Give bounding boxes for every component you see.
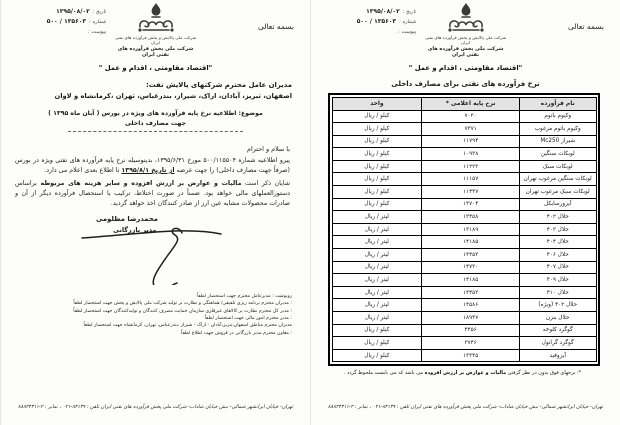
- rate-cell: ۱۴۱۸۵: [422, 274, 520, 287]
- rate-cell: ۴۴۵۶: [422, 324, 520, 337]
- cc-item: : مدیر محترم امور مالی جهت استحضار لطفاً: [204, 316, 292, 322]
- unit-cell: لیتر / ریال: [332, 261, 422, 274]
- rate-cell: ۱۸۹۴۷: [422, 312, 520, 325]
- cc-list: [13, 293, 292, 337]
- unit-cell: کیلو / ریال: [332, 110, 422, 123]
- bismillah-text: بسمه تعالی: [567, 22, 604, 31]
- product-name-cell: لوبکات سنگین مرغوب تهران: [519, 173, 596, 186]
- body1-bold-date: از تاریخ ۱۳۹۵/۸/۱: [121, 166, 175, 174]
- meta-date-row: [11, 7, 106, 17]
- product-name-cell: لوبکات سبک: [519, 160, 596, 173]
- product-name-cell: گوگرد کلوخه: [519, 324, 596, 337]
- signature-icon: [79, 217, 224, 285]
- number-label: شماره :: [89, 19, 106, 25]
- letter-meta: [321, 7, 416, 37]
- product-name-cell: لوبکات سنگین: [519, 148, 596, 161]
- rate-cell: ۷۰۲۰: [422, 110, 520, 123]
- unit-cell: کیلو / ریال: [332, 135, 422, 148]
- product-name-cell: حلال ۴۰۳: [519, 223, 596, 236]
- body2-post: براساس دستورالعملهای مالی خواهد بود. ضمناً در صورت اختلاط، ترکیب یا استحصال فرآورده دیگر از آن و صادرات محصولات مشابه عین ارز از صادر کنندگان اخذ خواهد گردید.: [15, 180, 290, 208]
- table-row: [332, 135, 596, 148]
- product-name-cell: گوگرد گرانول: [519, 337, 596, 350]
- table-row: [332, 123, 596, 136]
- product-name-cell: حلال ۴۰۲ (ویژه): [519, 299, 596, 312]
- product-name-cell: حلال ۴۰۷: [519, 261, 596, 274]
- unit-cell: لیتر / ریال: [332, 274, 422, 287]
- logo-caption-line1: شرکت ملی پالایش و پخش فرآورده های نفتی ایران: [424, 36, 507, 46]
- date-label: تاریخ :: [92, 9, 106, 15]
- unit-cell: لیتر / ریال: [332, 223, 422, 236]
- body2-pre: شایان ذکر است: [241, 180, 291, 188]
- signature-block: [1, 213, 310, 285]
- footnote-post: می باشد که می بایست ملحوظ گردد .: [343, 369, 425, 376]
- unit-cell: کیلو / ریال: [332, 148, 422, 161]
- date-value: ۱۳۹۵/۰۸/۰۲: [366, 8, 400, 15]
- attachment-page: [310, 0, 620, 425]
- footnote-bold: مالیات و عوارض بر ارزش افزوده: [424, 369, 507, 376]
- subject-line: موضوع: اطلاعیه نرخ پایه فرآورده های ویژه در بورس ( آبان ماه ۱۳۹۵ ): [48, 110, 263, 117]
- unit-cell: کیلو / ریال: [332, 198, 422, 211]
- unit-cell: لیتر / ریال: [332, 299, 422, 312]
- rate-cell: ۳۷۴۶: [422, 337, 520, 350]
- nioc-logo: [112, 3, 200, 58]
- table-row: [332, 236, 596, 249]
- table-row: [332, 173, 596, 186]
- table-header-row: [332, 97, 596, 110]
- subject-block: [1, 110, 310, 132]
- signer-name: محمدرضا مظلومی: [96, 215, 158, 224]
- table-row: [332, 286, 596, 299]
- table-row: [332, 160, 596, 173]
- rate-cell: ۱۱۷۹۴: [422, 135, 520, 148]
- table-row: [332, 186, 596, 199]
- table-row: [332, 337, 596, 350]
- body1-post: تا اطلاع بعدی اعلام می دارد.: [44, 166, 122, 174]
- table-row: [332, 198, 596, 211]
- table-row: [332, 324, 596, 337]
- rate-cell: ۱۱۲۲۳: [422, 160, 520, 173]
- cc-item: رونوشت : مدیرعامل محترم جهت استحضار لطفاً: [196, 294, 292, 300]
- meta-number-row: [11, 17, 106, 27]
- meta-date-row: [321, 7, 416, 17]
- slogan-text: "اقتصاد مقاومتی ، اقدام و عمل ": [408, 64, 523, 72]
- footnote-pre: *: نرخهای فوق بدون در نظر گرفتن: [506, 369, 582, 376]
- table-row: [332, 249, 596, 262]
- unit-cell: کیلو / ریال: [332, 349, 422, 362]
- cc-item: : مدیران محترم برنامه ریزی تلفیقی/ هماهنگی و نظارت بر تولید شرکت ملی پالایش و پخش جهت استحضار لطفاً: [73, 301, 292, 307]
- attachment-label: پیوست :: [88, 29, 106, 35]
- salutation-text: با سلام و احترام: [247, 144, 290, 153]
- subject-separator: [68, 131, 243, 132]
- table-row: [332, 312, 596, 325]
- attachment-label: پیوست :: [398, 29, 416, 35]
- col-header-rate: نرخ پایه اعلامی *: [422, 97, 520, 110]
- unit-cell: لیتر / ریال: [332, 211, 422, 224]
- slogan-text: "اقتصاد مقاومتی ، اقدام و عمل ": [98, 64, 213, 72]
- body1-pre: پیرو اطلاعیه شماره ۵۰۰/۱۱۵۵۰۴ مورخ ۱۳۹۵/۶/۳۱، بدینوسیله نرخ پایه فرآورده های نفتی ویژه در بورس (صرفاً جهت مصارف داخلی) را جهت عرضه: [15, 157, 290, 174]
- product-name-cell: وکیوم باتوم: [519, 110, 596, 123]
- letterhead: [1, 0, 310, 58]
- nioc-emblem-icon: [443, 3, 489, 36]
- rate-cell: ۱۴۴۵۳: [422, 286, 520, 299]
- meta-attachment-row: [321, 27, 416, 37]
- rate-cell: ۱۰۹۳۸: [422, 148, 520, 161]
- body-paragraph-1: [15, 156, 290, 176]
- col-header-product: نام فرآورده: [519, 97, 596, 110]
- rate-cell: ۱۳۴۵۸: [422, 211, 520, 224]
- product-name-cell: حلال ۴۱۰: [519, 286, 596, 299]
- meta-attachment-row: [11, 27, 106, 37]
- table-row: [332, 274, 596, 287]
- number-label: شماره :: [399, 19, 416, 25]
- letter-meta: [11, 7, 106, 37]
- table-row: [332, 349, 596, 362]
- cc-item: : معاون محترم مدیر بازرگانی در فروش جهت اطلاع لطفاً: [181, 330, 292, 336]
- product-name-cell: شیراز Mc250: [519, 135, 596, 148]
- product-name-cell: حلال ۴۰۶: [519, 249, 596, 262]
- product-name-cell: حلال ۴۰۲: [519, 211, 596, 224]
- table-row: [332, 223, 596, 236]
- table-row: [332, 148, 596, 161]
- rate-cell: ۱۴۵۸۶: [422, 299, 520, 312]
- price-table: [328, 93, 600, 366]
- unit-cell: لیتر / ریال: [332, 236, 422, 249]
- unit-cell: کیلو / ریال: [332, 324, 422, 337]
- rate-cell: ۷۳۷۱: [422, 123, 520, 136]
- meta-number-row: [321, 17, 416, 27]
- rate-cell: ۱۴۷۳۰: [422, 261, 520, 274]
- product-name-cell: حلال بنزن: [519, 312, 596, 325]
- product-name-cell: حلال ۴۰۴: [519, 236, 596, 249]
- product-name-cell: آیزوفید: [519, 349, 596, 362]
- table-row: [332, 211, 596, 224]
- body-paragraph-2: [15, 179, 290, 209]
- product-name-cell: وکیوم باتوم مرغوب: [519, 123, 596, 136]
- rate-cell: ۱۴۴۵۳: [422, 249, 520, 262]
- price-table-body: [332, 110, 596, 362]
- bismillah-text: بسمه تعالی: [257, 22, 294, 31]
- table-footnote: [327, 370, 598, 376]
- product-name-cell: آیزورسایکل: [519, 198, 596, 211]
- logo-caption-line1: شرکت ملی پالایش و پخش فرآورده های نفتی ایران: [114, 36, 197, 46]
- subject-subline: جهت مصارف داخلی: [125, 119, 186, 127]
- nioc-logo: [422, 3, 510, 58]
- rate-cell: ۱۳۳۴۵: [422, 349, 520, 362]
- number-value: ۱۳۵۶۰۳ / ۵۰۰: [46, 18, 87, 25]
- logo-caption-line2: شرکت ملی پخش فرآورده های نفتی ایران: [117, 46, 194, 58]
- body2-bold: مالیات و عوارض بر ارزش افزوده و سایر هزینه های مربوطه: [36, 180, 242, 188]
- rate-cell: ۱۱۱۵۷: [422, 173, 520, 186]
- cc-item: مدیران محترم مناطق اصفهان،تبریز،آبادان - اراک - شیراز ،بندرعباس، تهران، کرمانشاه جهت استحضار لطفاً: [83, 323, 292, 329]
- col-header-unit: واحد: [332, 97, 422, 110]
- rate-cell: ۱۴۷۰۴: [422, 198, 520, 211]
- unit-cell: لیتر / ریال: [332, 249, 422, 262]
- signer-title: مدیر بازرگانی: [113, 226, 157, 235]
- recipients-list: اصفهان، تبریز، آبادان، اراک، شیراز، بندرعباس، تهران ،کرمانشاه و لاوان: [54, 92, 292, 100]
- logo-caption-line2: شرکت ملی پخش فرآورده های نفتی ایران: [427, 46, 504, 58]
- cc-item: : مدیر کل محترم نظارت بر کالاهای غیرفلزی سازمان حمایت مصرف کنندگان و تولیدکنندگان جهت استحضار لطفاً: [73, 308, 292, 314]
- unit-cell: کیلو / ریال: [332, 123, 422, 136]
- number-value: ۱۳۵۶۰۳ / ۵۰۰: [356, 18, 397, 25]
- footer-address: تهران- خیابان ایرانشهر شمالی- نبش خیابان شاداب- شرکت ملی پخش فرآورده های نفتی ایران تلفن : ۸۴۱۳۹-۰۲۱ ، نمابر : ۲-۸۸۸۲۴۳۱۱: [327, 404, 604, 410]
- rate-cell: ۱۴۱۸۵: [422, 236, 520, 249]
- letterhead: [311, 0, 620, 58]
- unit-cell: کیلو / ریال: [332, 173, 422, 186]
- date-label: تاریخ :: [402, 9, 416, 15]
- date-value: ۱۳۹۵/۰۸/۰۲: [56, 8, 90, 15]
- table-row: [332, 299, 596, 312]
- product-name-cell: لوبکات سبک مرغوب تهران: [519, 186, 596, 199]
- unit-cell: کیلو / ریال: [332, 337, 422, 350]
- unit-cell: لیتر / ریال: [332, 312, 422, 325]
- rate-cell: ۱۱۴۴۷: [422, 186, 520, 199]
- recipients-title: مدیران عامل محترم شرکتهای پالایش نفت:: [145, 81, 292, 89]
- product-name-cell: حلال ۴۰۹: [519, 274, 596, 287]
- unit-cell: لیتر / ریال: [332, 286, 422, 299]
- rate-cell: ۱۳۱۸۹: [422, 223, 520, 236]
- table-row: [332, 261, 596, 274]
- table-title: نرخ فرآورده های نفتی برای مصارف داخلی: [391, 80, 540, 88]
- table-row: [332, 110, 596, 123]
- unit-cell: کیلو / ریال: [332, 186, 422, 199]
- unit-cell: کیلو / ریال: [332, 160, 422, 173]
- footer-address: تهران- خیابان ایرانشهر شمالی- نبش خیابان شاداب- شرکت ملی پخش فرآورده های نفتی ایران تلفن : ۸۴۱۳۹-۰۲۱ ، نمابر : ۲-۸۸۸۲۴۳۱۱: [17, 404, 294, 410]
- nioc-emblem-icon: [133, 3, 179, 36]
